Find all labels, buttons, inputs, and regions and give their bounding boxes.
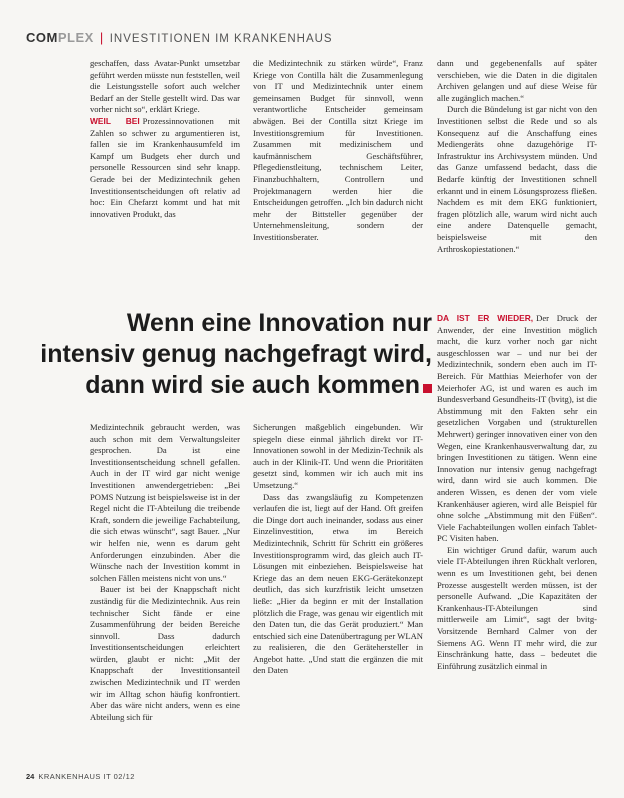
- section-title: INVESTITIONEN IM KRANKENHAUS: [109, 33, 333, 45]
- column-1-top: [90, 58, 240, 220]
- brand-main: COM: [26, 30, 58, 45]
- column-3-top: [437, 58, 597, 255]
- page-header: [26, 30, 333, 45]
- magazine-name: KRANKENHAUS IT 02/12: [38, 772, 135, 781]
- paragraph: Dass das zwangsläufig zu Kompetenzen verlaufen die ist, liegt auf der Hand. Oft greifen die Dinge dort auch ineinander, sodass aus einer Einzelinvestition, etwa im Bereich Medizintechnik, Schritt für Schritt ein größeres Investitionsprogramm wird, das gleich auch IT-Lösungen mit einbeziehen. Beispielsweise hat Kriege das an dem neuen EKG-Gerätekonzept deutlich, das sich kurzfristik leicht umsetzen ließe: „Hier da beginn er mit der Installation plötzlich die Frage, was genau wir eigentlich mit den Daten tun, die das Gerät produziert.“ Man entschied sich eine Datenübertragung per WLAN zu realisieren, die den Gerätehersteller in Angebot hatte. „Und statt die ergänzen die mit den Daten: [253, 491, 423, 676]
- brand-accent: PLEX: [57, 30, 94, 45]
- pull-quote: [30, 308, 432, 401]
- paragraph: dann und gegebenenfalls auf später verschieben, wie die Daten in die digitalen Archiven gelangen und auf diese Weise für alle zugänglich machen.“: [437, 58, 597, 103]
- end-mark: [423, 384, 432, 393]
- paragraph: Ein wichtiger Grund dafür, warum auch viele IT-Abteilungen ihren Rückhalt verloren, wenn es um Investitionen geht, bei denen Prozesse ausgestellt werden müssen, ist der personelle Aufwand. „Die Kapazitäten der Krankenhaus-IT-Abteilungen sind mittlerweile am Limit“, sagt der bvitg-Vorsitzende Bernhard Calmer von der Siemens AG. Wenn IT mehr wird, die zur Einschränkung hatte, dass – bedeutet die Einführung zusätzlich einmal in: [437, 544, 597, 671]
- page-number: 24: [26, 772, 35, 781]
- column-2-bottom: [253, 422, 423, 677]
- paragraph: die Medizintechnik zu stärken würde“, Franz Kriege von Contilla hält die Zusammenlegung von IT und Medizintechnik unter einem gemeinsamen Budget für sinnvoll, wenn verantwortliche Entscheider gemeinsam abwägen. Bei der Contilla sitzt Kriege im Investitionsgremium für Investitionen. Zusammen mit medizinischem und kaufmännischem Geschäftsführer, Pflegedienstleitung, technischem Leiter, Finanzbuchhaltern, Controllern und Projektmanagern werden hier die Entscheidungen getroffen. „Ich bin dadurch nicht mehr der Bittsteller gegenüber der Unternehmensleitung, sondern der Investitionsberater.: [253, 58, 423, 242]
- column-2-top: [253, 58, 423, 244]
- paragraph: Der Druck der Anwender, der eine Investition möglich macht, die kurz vorher noch gar nicht ausgeschlossen war – und nur bei der Medizintechnik, sondern eben auch im IT-Bereich. Für Matthias Meierhofer von der Meierhofer AG, ist und waren es auch im Bundesverband Gesundheits-IT (bvitg), ist die Abstimmung mit den Fakten sehr ein gesetzlichen Vorgaben und (strukturellen Mehrwert) geringer innovativen einer von den Wegen, eine Krankenhausverwaltung dar, zu bringen Investitionen zu tätigen. Wenn eine Innovation nur intensiv genug nachgefragt wird, dann wird sie auch kommen. Die anderen Wissen, es denen der vom viele Krankenhäuser agieren, wird alle Beispiel für ohne solche „Abstimmung mit den Füßen“. Viele Fachabteilungen wollen einfach Tablet-PC Visiten haben.: [437, 313, 597, 544]
- column-1-bottom: [90, 422, 240, 723]
- paragraph: Medizintechnik gebraucht werden, was auch schon mit dem Verwaltungsleiter gesprochen. Da ist eine Investitionsentscheidung schnell gefallen. Auch in der IT wird gar nicht wenige Investitionen anwendergetrieben: „Bei POMS Nutzung ist beispielsweise ist in der Regel nicht die IT-Abteilung die treibende Kraft, sondern die jeweilige Fachabteilung, die sich etwas wünscht“, sagt Bauer. „Nur wir helfen nie, wenn es darum geht Anforderungen einzubinden. Aber die Wünsche nach der Investition kommt in solchen Fällen meistens nicht von uns.“: [90, 422, 240, 583]
- paragraph: geschaffen, dass Avatar-Punkt umsetzbar geführt werden müsste nun feststellen, weil die Leistungsstelle sofort auch welcher Bedarf an der Stelle gestellt wird. Das war vorher nicht so“, erklärt Kriege.: [90, 58, 240, 115]
- lead-in: WEIL BEI: [90, 115, 140, 126]
- lead-in: DA IST ER WIEDER,: [437, 313, 534, 323]
- paragraph: Sicherungen maßgeblich eingebunden. Wir spiegeln diese einmal jährlich direkt vor IT-Innovationen sowohl in der Medizin-Technik als auch in der Klinik-IT. Und wenn die Prioritäten gesetzt sind, kommen wir ich auch mit ins Umsetzung.“: [253, 422, 423, 490]
- page-footer: [26, 772, 135, 781]
- header-separator: |: [99, 30, 104, 45]
- paragraph: Prozessinnovationen mit Zahlen so schwer zu argumentieren ist, fallen sie im Krankenhausumfeld im Kampf um Budgets eher durch und personelle Ressourcen sind sehr knapp. Gerade bei der Medizintechnik gehen Investitionsentscheidungen oft relativ ad hoc: Ein Chefarzt kommt und hat mit innovativen Produkt, das: [90, 115, 240, 219]
- pull-quote-text: Wenn eine Innovation nur intensiv genug nachgefragt wird, dann wird sie auch kommen: [40, 309, 432, 399]
- column-3-bottom: [437, 313, 597, 672]
- paragraph: Durch die Bündelung ist gar nicht von den Investitionen selbst die Rede und so als Konsequenz auf die Anschaffung eines Mediengeräts ohne dazugehörige IT-Infrastruktur ins Archivsystem münden. Und das Ganze umfassend bedacht, dass die Bedarfe künftig der Investitionen schnell erkannt und in einem Lösungsprozess fließen. Nachdem es mit dem EKG funktioniert, fragen plötzlich alle, warum wird nicht auch eine andere Datenquelle gemacht, beispielsweise mit den Arthroskopiestationen.“: [437, 104, 597, 254]
- paragraph: Bauer ist bei der Knappschaft nicht zuständig für die Medizintechnik. Aus rein technischer Sicht fände er eine Zusammenführung der beiden Bereiche sinnvoll. Dass dadurch Investitionsentscheidungen erleichtert würden, glaubt er nicht: „Mit der Knappschaft der Investitionsanteil zwischen Medizintechnik und IT werden wir im Alltag schon häufig konfrontiert. Aber das wäre nicht anders, wenn es eine Abteilung sich für: [90, 584, 240, 722]
